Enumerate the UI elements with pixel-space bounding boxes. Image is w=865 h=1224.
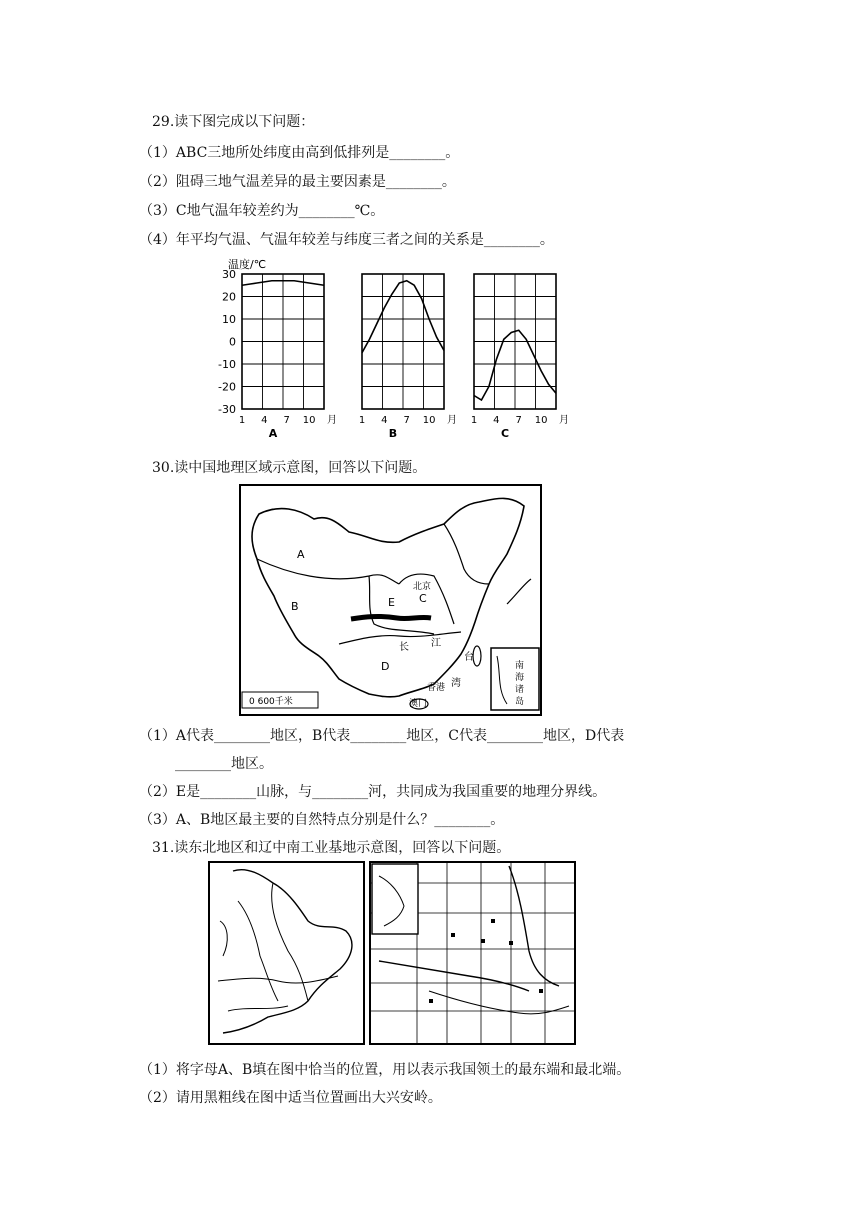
map-label-hai: 海 — [515, 673, 525, 683]
q30-item-1: （1）A代表________地区，B代表________地区，C代表________地区，D代表 — [139, 728, 625, 744]
map-label-dao: 岛 — [515, 697, 525, 707]
x-tick-label: 1 — [238, 415, 246, 426]
q30-item-3: （3）A、B地区最主要的自然特点分别是什么？________。 — [139, 812, 505, 828]
x-unit-label: 月 — [327, 415, 337, 426]
x-tick-label: 1 — [470, 415, 478, 426]
map-label-zhu: 诸 — [515, 685, 525, 695]
map-label-xianggang: 香港 — [427, 683, 446, 693]
x-tick-label: 10 — [534, 415, 548, 426]
y-tick-label: -10 — [218, 358, 236, 371]
panel-A — [239, 274, 337, 440]
x-tick-label: 10 — [422, 415, 436, 426]
x-tick-label: 4 — [261, 415, 268, 426]
y-tick-label: 10 — [222, 313, 236, 326]
y-tick-label: 20 — [222, 290, 236, 304]
map-label-A: A — [297, 548, 305, 561]
map-label-C: C — [419, 592, 427, 605]
map-label-E: E — [388, 596, 395, 609]
q30-item-1-cont: ________地区。 — [175, 756, 273, 772]
map-label-jiang: 江 — [431, 638, 441, 649]
map-label-chang: 长 — [399, 642, 409, 653]
northeast-map — [208, 861, 365, 1045]
x-unit-label: 月 — [559, 415, 569, 426]
temperature-charts — [218, 254, 582, 444]
map-label-wan: 湾 — [451, 678, 461, 689]
x-tick-label: 4 — [381, 415, 388, 426]
q31-item-1: （1）将字母A、B填在图中恰当的位置，用以表示我国领土的最东端和最北端。 — [139, 1062, 631, 1078]
q29-item-2: （2）阻碍三地气温差异的最主要因素是________。 — [139, 174, 456, 190]
map-label-aomen: 澳门 — [409, 699, 428, 709]
x-unit-label: 月 — [447, 415, 457, 426]
y-tick-label: -30 — [218, 403, 236, 416]
map-label-nan: 南 — [515, 661, 525, 671]
map-label-tai: 台 — [464, 652, 474, 663]
map-scale: 0 600千米 — [249, 697, 293, 707]
q31-item-2: （2）请用黑粗线在图中适当位置画出大兴安岭。 — [139, 1090, 442, 1106]
map-label-D: D — [381, 660, 390, 673]
y-tick-label: -20 — [218, 380, 236, 394]
map-label-B: B — [291, 600, 299, 613]
q30-item-2: （2）E是________山脉，与________河，共同成为我国重要的地理分界线。 — [139, 784, 607, 800]
china-region-map — [239, 484, 542, 716]
q30-title: 30.读中国地理区域示意图，回答以下问题。 — [152, 460, 427, 476]
x-tick-label: 7 — [515, 415, 522, 426]
q29-item-3: （3）C地气温年较差约为________℃。 — [139, 203, 385, 219]
q29-title: 29.读下图完成以下问题： — [152, 114, 315, 130]
panel-B — [359, 274, 457, 440]
x-tick-label: 7 — [403, 415, 410, 426]
x-tick-label: 10 — [302, 415, 316, 426]
x-tick-label: 7 — [283, 415, 290, 426]
q31-title: 31.读东北地区和辽中南工业基地示意图，回答以下问题。 — [152, 840, 511, 856]
x-tick-label: 4 — [493, 415, 500, 426]
panel-label-B: B — [388, 427, 398, 440]
q29-item-4: （4）年平均气温、气温年较差与纬度三者之间的关系是________。 — [139, 232, 554, 248]
map-label-beijing: 北京 — [413, 582, 432, 592]
q29-item-1: （1）ABC三地所处纬度由高到低排列是________。 — [139, 145, 460, 161]
panel-label-A: A — [268, 427, 278, 440]
panel-C — [471, 274, 569, 440]
y-tick-label: 0 — [229, 335, 236, 349]
liaozhongnan-map — [369, 861, 576, 1045]
chart-ylabel: 温度/℃ — [228, 258, 267, 271]
panel-label-C: C — [500, 427, 510, 440]
x-tick-label: 1 — [358, 415, 366, 426]
y-tick-label: 30 — [222, 268, 236, 281]
